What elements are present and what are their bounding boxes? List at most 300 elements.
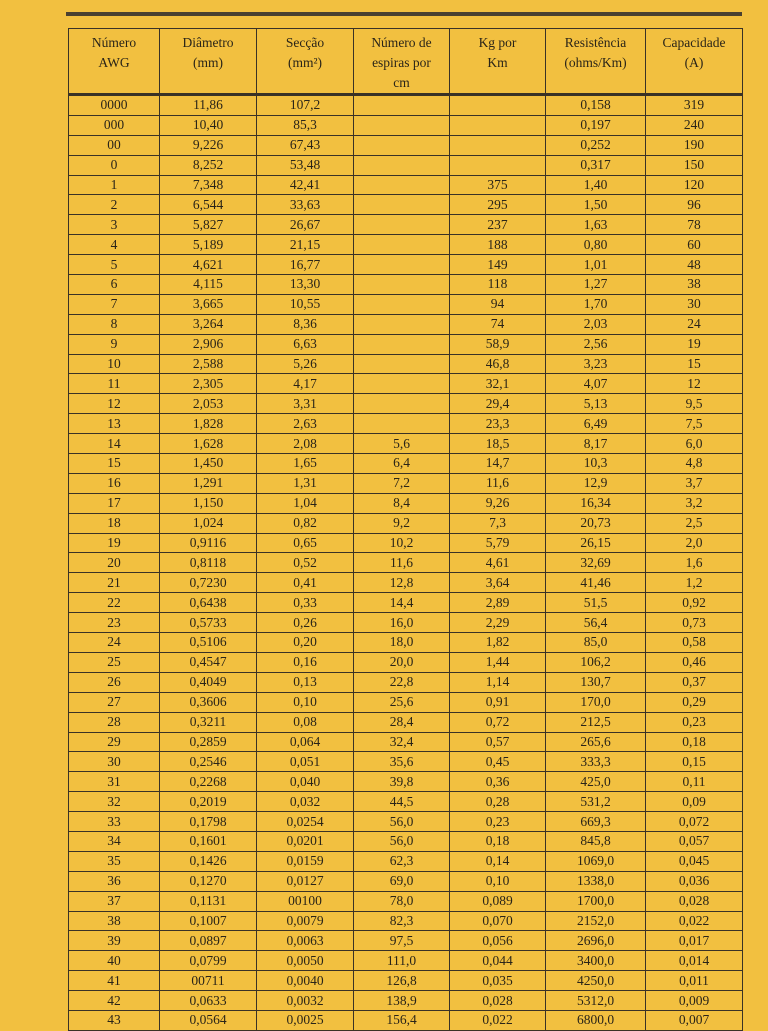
weight-cell: 0,45	[450, 752, 546, 772]
turns-cell: 62,3	[354, 851, 450, 871]
awg-cell: 19	[69, 533, 160, 553]
awg-cell: 33	[69, 812, 160, 832]
diameter-cell: 0,8118	[160, 553, 257, 573]
diameter-cell: 0,2019	[160, 792, 257, 812]
resistance-cell: 669,3	[546, 812, 646, 832]
resistance-cell: 16,34	[546, 493, 646, 513]
weight-cell: 58,9	[450, 334, 546, 354]
turns-cell	[354, 195, 450, 215]
weight-cell: 94	[450, 294, 546, 314]
resistance-cell: 4,07	[546, 374, 646, 394]
awg-cell: 00	[69, 135, 160, 155]
resistance-cell: 5,13	[546, 394, 646, 414]
awg-cell: 7	[69, 294, 160, 314]
table-row	[69, 135, 743, 155]
resistance-cell: 8,17	[546, 434, 646, 454]
turns-cell	[354, 215, 450, 235]
turns-cell: 32,4	[354, 732, 450, 752]
diameter-cell: 8,252	[160, 155, 257, 175]
section-cell: 0,0159	[257, 851, 354, 871]
capacity-cell: 3,2	[646, 493, 743, 513]
table-row	[69, 434, 743, 454]
weight-cell: 0,044	[450, 951, 546, 971]
diameter-cell: 0,0799	[160, 951, 257, 971]
diameter-cell: 0,1007	[160, 911, 257, 931]
section-cell: 85,3	[257, 115, 354, 135]
weight-cell: 0,14	[450, 851, 546, 871]
table-row	[69, 175, 743, 195]
resistance-cell: 845,8	[546, 831, 646, 851]
awg-cell: 4	[69, 235, 160, 255]
table-row	[69, 593, 743, 613]
awg-cell: 13	[69, 414, 160, 434]
awg-cell: 34	[69, 831, 160, 851]
table-body	[69, 95, 743, 1031]
capacity-cell: 15	[646, 354, 743, 374]
section-cell: 0,0079	[257, 911, 354, 931]
diameter-cell: 0,9116	[160, 533, 257, 553]
resistance-cell: 531,2	[546, 792, 646, 812]
awg-cell: 0	[69, 155, 160, 175]
weight-cell	[450, 135, 546, 155]
resistance-cell: 0,317	[546, 155, 646, 175]
awg-cell: 39	[69, 931, 160, 951]
weight-cell: 2,89	[450, 593, 546, 613]
diameter-cell: 1,024	[160, 513, 257, 533]
section-cell: 0,0063	[257, 931, 354, 951]
header-row	[69, 29, 743, 95]
turns-cell: 20,0	[354, 652, 450, 672]
awg-cell: 32	[69, 792, 160, 812]
awg-cell: 42	[69, 991, 160, 1011]
resistance-cell: 56,4	[546, 613, 646, 633]
header-turns-per-cm: Número de espiras por cm	[354, 29, 450, 95]
resistance-cell: 1700,0	[546, 891, 646, 911]
awg-cell: 40	[69, 951, 160, 971]
awg-cell: 16	[69, 473, 160, 493]
capacity-cell: 1,6	[646, 553, 743, 573]
awg-cell: 23	[69, 613, 160, 633]
resistance-cell: 6800,0	[546, 1010, 646, 1030]
weight-cell: 149	[450, 255, 546, 275]
capacity-cell: 38	[646, 275, 743, 295]
weight-cell: 0,36	[450, 772, 546, 792]
diameter-cell: 7,348	[160, 175, 257, 195]
diameter-cell: 3,264	[160, 314, 257, 334]
capacity-cell: 0,011	[646, 971, 743, 991]
awg-cell: 43	[69, 1010, 160, 1030]
header-capacity: Capacidade (A)	[646, 29, 743, 95]
section-cell: 33,63	[257, 195, 354, 215]
capacity-cell: 150	[646, 155, 743, 175]
turns-cell: 56,0	[354, 812, 450, 832]
turns-cell	[354, 255, 450, 275]
capacity-cell: 3,7	[646, 473, 743, 493]
awg-cell: 1	[69, 175, 160, 195]
section-cell: 0,0050	[257, 951, 354, 971]
weight-cell: 1,44	[450, 652, 546, 672]
weight-cell	[450, 155, 546, 175]
capacity-cell: 0,29	[646, 692, 743, 712]
resistance-cell: 1,63	[546, 215, 646, 235]
table-row	[69, 672, 743, 692]
table-row	[69, 732, 743, 752]
weight-cell	[450, 95, 546, 116]
awg-cell: 11	[69, 374, 160, 394]
table-row	[69, 374, 743, 394]
section-cell: 0,0254	[257, 812, 354, 832]
resistance-cell: 0,80	[546, 235, 646, 255]
awg-cell: 2	[69, 195, 160, 215]
resistance-cell: 51,5	[546, 593, 646, 613]
section-cell: 0,08	[257, 712, 354, 732]
section-cell: 0,0201	[257, 831, 354, 851]
diameter-cell: 0,0633	[160, 991, 257, 1011]
weight-cell: 2,29	[450, 613, 546, 633]
table-row	[69, 692, 743, 712]
weight-cell: 3,64	[450, 573, 546, 593]
awg-cell: 31	[69, 772, 160, 792]
diameter-cell: 0,2546	[160, 752, 257, 772]
resistance-cell: 1,70	[546, 294, 646, 314]
table-row	[69, 831, 743, 851]
table-row	[69, 115, 743, 135]
weight-cell: 29,4	[450, 394, 546, 414]
diameter-cell: 0,5733	[160, 613, 257, 633]
resistance-cell: 212,5	[546, 712, 646, 732]
weight-cell: 1,82	[450, 633, 546, 653]
turns-cell: 7,2	[354, 473, 450, 493]
table-row	[69, 493, 743, 513]
awg-cell: 9	[69, 334, 160, 354]
turns-cell	[354, 334, 450, 354]
awg-cell: 3	[69, 215, 160, 235]
resistance-cell: 170,0	[546, 692, 646, 712]
awg-cell: 25	[69, 652, 160, 672]
weight-cell: 0,72	[450, 712, 546, 732]
weight-cell: 295	[450, 195, 546, 215]
capacity-cell: 96	[646, 195, 743, 215]
section-cell: 1,04	[257, 493, 354, 513]
resistance-cell: 1,27	[546, 275, 646, 295]
turns-cell: 14,4	[354, 593, 450, 613]
awg-cell: 30	[69, 752, 160, 772]
diameter-cell: 0,4547	[160, 652, 257, 672]
turns-cell	[354, 95, 450, 116]
turns-cell: 82,3	[354, 911, 450, 931]
section-cell: 0,0040	[257, 971, 354, 991]
table-row	[69, 991, 743, 1011]
awg-cell: 15	[69, 454, 160, 474]
capacity-cell: 0,057	[646, 831, 743, 851]
capacity-cell: 0,15	[646, 752, 743, 772]
resistance-cell: 1,01	[546, 255, 646, 275]
diameter-cell: 11,86	[160, 95, 257, 116]
turns-cell: 44,5	[354, 792, 450, 812]
capacity-cell: 0,73	[646, 613, 743, 633]
capacity-cell: 2,0	[646, 533, 743, 553]
header-diameter: Diâmetro (mm)	[160, 29, 257, 95]
turns-cell	[354, 314, 450, 334]
turns-cell	[354, 414, 450, 434]
diameter-cell: 2,588	[160, 354, 257, 374]
weight-cell: 0,10	[450, 871, 546, 891]
weight-cell: 0,056	[450, 931, 546, 951]
section-cell: 0,82	[257, 513, 354, 533]
table-row	[69, 473, 743, 493]
table-row	[69, 394, 743, 414]
weight-cell: 188	[450, 235, 546, 255]
resistance-cell: 10,3	[546, 454, 646, 474]
section-cell: 0,16	[257, 652, 354, 672]
diameter-cell: 0,2268	[160, 772, 257, 792]
table-row	[69, 354, 743, 374]
turns-cell	[354, 115, 450, 135]
capacity-cell: 7,5	[646, 414, 743, 434]
resistance-cell: 5312,0	[546, 991, 646, 1011]
section-cell: 10,55	[257, 294, 354, 314]
section-cell: 16,77	[257, 255, 354, 275]
capacity-cell: 0,017	[646, 931, 743, 951]
turns-cell	[354, 235, 450, 255]
capacity-cell: 0,009	[646, 991, 743, 1011]
header-awg-number: Número AWG	[69, 29, 160, 95]
capacity-cell: 0,23	[646, 712, 743, 732]
table-row	[69, 633, 743, 653]
diameter-cell: 0,1798	[160, 812, 257, 832]
diameter-cell: 0,6438	[160, 593, 257, 613]
section-cell: 0,20	[257, 633, 354, 653]
capacity-cell: 6,0	[646, 434, 743, 454]
table-row	[69, 95, 743, 116]
turns-cell: 56,0	[354, 831, 450, 851]
weight-cell: 23,3	[450, 414, 546, 434]
table-row	[69, 891, 743, 911]
awg-cell: 17	[69, 493, 160, 513]
resistance-cell: 1,40	[546, 175, 646, 195]
weight-cell: 0,022	[450, 1010, 546, 1030]
section-cell: 4,17	[257, 374, 354, 394]
weight-cell: 1,14	[450, 672, 546, 692]
header-resistance: Resistência (ohms/Km)	[546, 29, 646, 95]
section-cell: 0,26	[257, 613, 354, 633]
diameter-cell: 0,3606	[160, 692, 257, 712]
turns-cell: 12,8	[354, 573, 450, 593]
turns-cell	[354, 354, 450, 374]
awg-cell: 24	[69, 633, 160, 653]
awg-cell: 21	[69, 573, 160, 593]
section-cell: 67,43	[257, 135, 354, 155]
capacity-cell: 0,09	[646, 792, 743, 812]
table-row	[69, 652, 743, 672]
diameter-cell: 5,189	[160, 235, 257, 255]
turns-cell: 16,0	[354, 613, 450, 633]
section-cell: 0,13	[257, 672, 354, 692]
weight-cell: 0,070	[450, 911, 546, 931]
capacity-cell: 0,11	[646, 772, 743, 792]
turns-cell: 11,6	[354, 553, 450, 573]
section-cell: 0,0025	[257, 1010, 354, 1030]
diameter-cell: 2,305	[160, 374, 257, 394]
capacity-cell: 0,072	[646, 812, 743, 832]
section-cell: 21,15	[257, 235, 354, 255]
capacity-cell: 0,58	[646, 633, 743, 653]
weight-cell: 118	[450, 275, 546, 295]
resistance-cell: 1338,0	[546, 871, 646, 891]
resistance-cell: 425,0	[546, 772, 646, 792]
weight-cell: 18,5	[450, 434, 546, 454]
weight-cell: 237	[450, 215, 546, 235]
awg-cell: 000	[69, 115, 160, 135]
weight-cell: 375	[450, 175, 546, 195]
section-cell: 0,41	[257, 573, 354, 593]
capacity-cell: 0,014	[646, 951, 743, 971]
awg-cell: 38	[69, 911, 160, 931]
turns-cell	[354, 135, 450, 155]
resistance-cell: 32,69	[546, 553, 646, 573]
weight-cell: 0,91	[450, 692, 546, 712]
capacity-cell: 120	[646, 175, 743, 195]
turns-cell: 39,8	[354, 772, 450, 792]
table-row	[69, 712, 743, 732]
table-row	[69, 533, 743, 553]
table-row	[69, 215, 743, 235]
section-cell: 0,0032	[257, 991, 354, 1011]
header-kg-per-km: Kg por Km	[450, 29, 546, 95]
awg-cell: 14	[69, 434, 160, 454]
capacity-cell: 19	[646, 334, 743, 354]
table-row	[69, 812, 743, 832]
header-section: Secção (mm²)	[257, 29, 354, 95]
section-cell: 0,040	[257, 772, 354, 792]
resistance-cell: 85,0	[546, 633, 646, 653]
resistance-cell: 0,158	[546, 95, 646, 116]
top-rule	[66, 12, 742, 16]
weight-cell: 0,57	[450, 732, 546, 752]
table-row	[69, 931, 743, 951]
turns-cell: 6,4	[354, 454, 450, 474]
awg-cell: 6	[69, 275, 160, 295]
diameter-cell: 4,115	[160, 275, 257, 295]
table-row	[69, 314, 743, 334]
diameter-cell: 0,1131	[160, 891, 257, 911]
table-row	[69, 155, 743, 175]
capacity-cell: 2,5	[646, 513, 743, 533]
weight-cell: 0,028	[450, 991, 546, 1011]
table-row	[69, 871, 743, 891]
awg-cell: 5	[69, 255, 160, 275]
table-row	[69, 573, 743, 593]
capacity-cell: 9,5	[646, 394, 743, 414]
diameter-cell: 3,665	[160, 294, 257, 314]
capacity-cell: 0,028	[646, 891, 743, 911]
section-cell: 53,48	[257, 155, 354, 175]
weight-cell	[450, 115, 546, 135]
weight-cell: 11,6	[450, 473, 546, 493]
awg-cell: 35	[69, 851, 160, 871]
section-cell: 1,65	[257, 454, 354, 474]
capacity-cell: 0,46	[646, 652, 743, 672]
table-row	[69, 235, 743, 255]
turns-cell: 18,0	[354, 633, 450, 653]
turns-cell: 126,8	[354, 971, 450, 991]
capacity-cell: 0,022	[646, 911, 743, 931]
turns-cell: 35,6	[354, 752, 450, 772]
diameter-cell: 1,828	[160, 414, 257, 434]
capacity-cell: 4,8	[646, 454, 743, 474]
table-row	[69, 971, 743, 991]
table-row	[69, 911, 743, 931]
awg-wire-table	[68, 28, 743, 1031]
section-cell: 0,064	[257, 732, 354, 752]
table-row	[69, 851, 743, 871]
awg-cell: 37	[69, 891, 160, 911]
turns-cell	[354, 294, 450, 314]
capacity-cell: 1,2	[646, 573, 743, 593]
awg-cell: 41	[69, 971, 160, 991]
section-cell: 8,36	[257, 314, 354, 334]
resistance-cell: 265,6	[546, 732, 646, 752]
table-row	[69, 255, 743, 275]
diameter-cell: 5,827	[160, 215, 257, 235]
diameter-cell: 0,7230	[160, 573, 257, 593]
resistance-cell: 2,03	[546, 314, 646, 334]
weight-cell: 0,23	[450, 812, 546, 832]
section-cell: 2,08	[257, 434, 354, 454]
capacity-cell: 0,036	[646, 871, 743, 891]
turns-cell: 138,9	[354, 991, 450, 1011]
turns-cell: 25,6	[354, 692, 450, 712]
diameter-cell: 0,0564	[160, 1010, 257, 1030]
table-row	[69, 513, 743, 533]
turns-cell: 111,0	[354, 951, 450, 971]
turns-cell: 10,2	[354, 533, 450, 553]
capacity-cell: 30	[646, 294, 743, 314]
resistance-cell: 12,9	[546, 473, 646, 493]
turns-cell: 5,6	[354, 434, 450, 454]
resistance-cell: 130,7	[546, 672, 646, 692]
resistance-cell: 3400,0	[546, 951, 646, 971]
capacity-cell: 78	[646, 215, 743, 235]
diameter-cell: 2,053	[160, 394, 257, 414]
section-cell: 0,52	[257, 553, 354, 573]
section-cell: 107,2	[257, 95, 354, 116]
weight-cell: 46,8	[450, 354, 546, 374]
section-cell: 3,31	[257, 394, 354, 414]
diameter-cell: 1,150	[160, 493, 257, 513]
resistance-cell: 333,3	[546, 752, 646, 772]
resistance-cell: 4250,0	[546, 971, 646, 991]
diameter-cell: 1,450	[160, 454, 257, 474]
turns-cell: 156,4	[354, 1010, 450, 1030]
capacity-cell: 0,18	[646, 732, 743, 752]
resistance-cell: 2696,0	[546, 931, 646, 951]
capacity-cell: 0,007	[646, 1010, 743, 1030]
capacity-cell: 240	[646, 115, 743, 135]
resistance-cell: 6,49	[546, 414, 646, 434]
section-cell: 2,63	[257, 414, 354, 434]
weight-cell: 5,79	[450, 533, 546, 553]
diameter-cell: 6,544	[160, 195, 257, 215]
awg-cell: 10	[69, 354, 160, 374]
diameter-cell: 1,628	[160, 434, 257, 454]
turns-cell: 69,0	[354, 871, 450, 891]
section-cell: 0,051	[257, 752, 354, 772]
turns-cell: 8,4	[354, 493, 450, 513]
section-cell: 6,63	[257, 334, 354, 354]
awg-cell: 8	[69, 314, 160, 334]
capacity-cell: 0,37	[646, 672, 743, 692]
